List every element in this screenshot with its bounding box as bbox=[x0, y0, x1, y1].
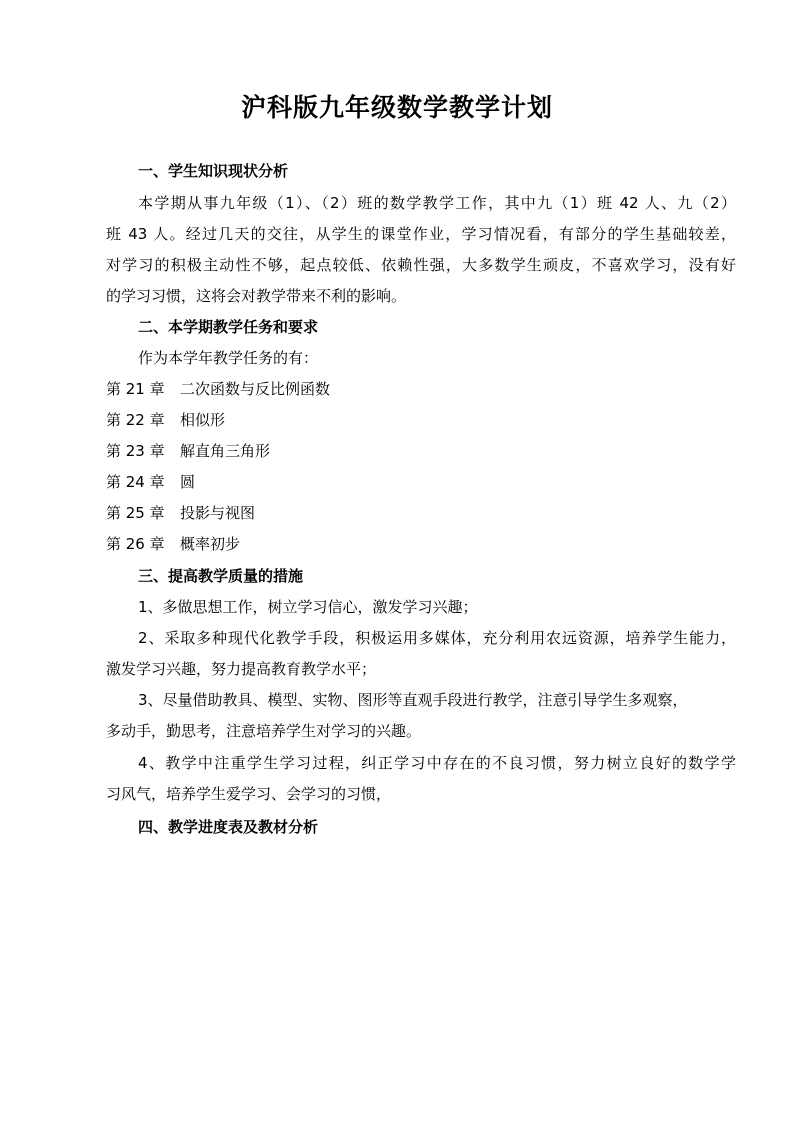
chapter-item bbox=[106, 379, 736, 399]
chapter-item bbox=[106, 410, 736, 430]
chapter-number: 第 22 章 bbox=[106, 411, 165, 429]
document-title: 沪科版九年级数学教学计划 bbox=[240, 93, 553, 122]
chapter-name: 相似形 bbox=[180, 411, 226, 429]
section-1-heading: 一、学生知识现状分析 bbox=[138, 162, 289, 180]
section-2-heading: 二、本学期教学任务和要求 bbox=[138, 318, 319, 336]
chapter-number: 第 23 章 bbox=[106, 442, 165, 460]
measure-line: 3、尽量借助教具、模型、实物、图形等直观手段进行教学，注意引导学生多观察， bbox=[138, 691, 688, 709]
measure-line: 多动手，勤思考，注意培养学生对学习的兴趣。 bbox=[106, 722, 422, 740]
chapter-item bbox=[106, 472, 736, 492]
chapter-name: 解直角三角形 bbox=[180, 442, 271, 460]
section-1-paragraph-line: 的学习习惯，这将会对教学带来不利的影响。 bbox=[106, 287, 407, 305]
section-1-paragraph-line: 本学期从事九年级（1）、（2）班的数学教学工作，其中九（1）班 42 人、九（2） bbox=[138, 194, 736, 212]
section-2-intro: 作为本学年教学任务的有： bbox=[138, 349, 319, 367]
chapter-name: 二次函数与反比例函数 bbox=[180, 380, 331, 398]
section-1-paragraph-line: 对学习的积极主动性不够，起点较低、依赖性强，大多数学生顽皮，不喜欢学习，没有好 bbox=[106, 256, 736, 274]
measure-line: 习风气，培养学生爱学习、会学习的习惯， bbox=[106, 785, 392, 803]
chapter-name: 圆 bbox=[180, 473, 196, 491]
chapter-name: 概率初步 bbox=[180, 535, 241, 553]
chapter-number: 第 25 章 bbox=[106, 504, 165, 522]
chapter-number: 第 26 章 bbox=[106, 535, 165, 553]
chapter-item bbox=[106, 534, 736, 554]
chapter-number: 第 21 章 bbox=[106, 380, 165, 398]
measure-line: 4、教学中注重学生学习过程，纠正学习中存在的不良习惯，努力树立良好的数学学 bbox=[138, 754, 736, 772]
chapter-name: 投影与视图 bbox=[180, 504, 256, 522]
section-1-paragraph-line: 班 43 人。经过几天的交往，从学生的课堂作业，学习情况看，有部分的学生基础较差， bbox=[106, 225, 736, 243]
measure-line: 2、采取多种现代化教学手段，积极运用多媒体，充分利用农远资源，培养学生能力， bbox=[138, 629, 736, 647]
chapter-item bbox=[106, 441, 736, 461]
section-3-heading: 三、提高教学质量的措施 bbox=[138, 567, 304, 585]
measure-line: 1、多做思想工作，树立学习信心，激发学习兴趣； bbox=[138, 598, 478, 616]
chapter-number: 第 24 章 bbox=[106, 473, 165, 491]
section-4-heading: 四、教学进度表及教材分析 bbox=[138, 818, 319, 836]
measure-line: 激发学习兴趣，努力提高教育教学水平； bbox=[106, 660, 377, 678]
chapter-item bbox=[106, 503, 736, 523]
